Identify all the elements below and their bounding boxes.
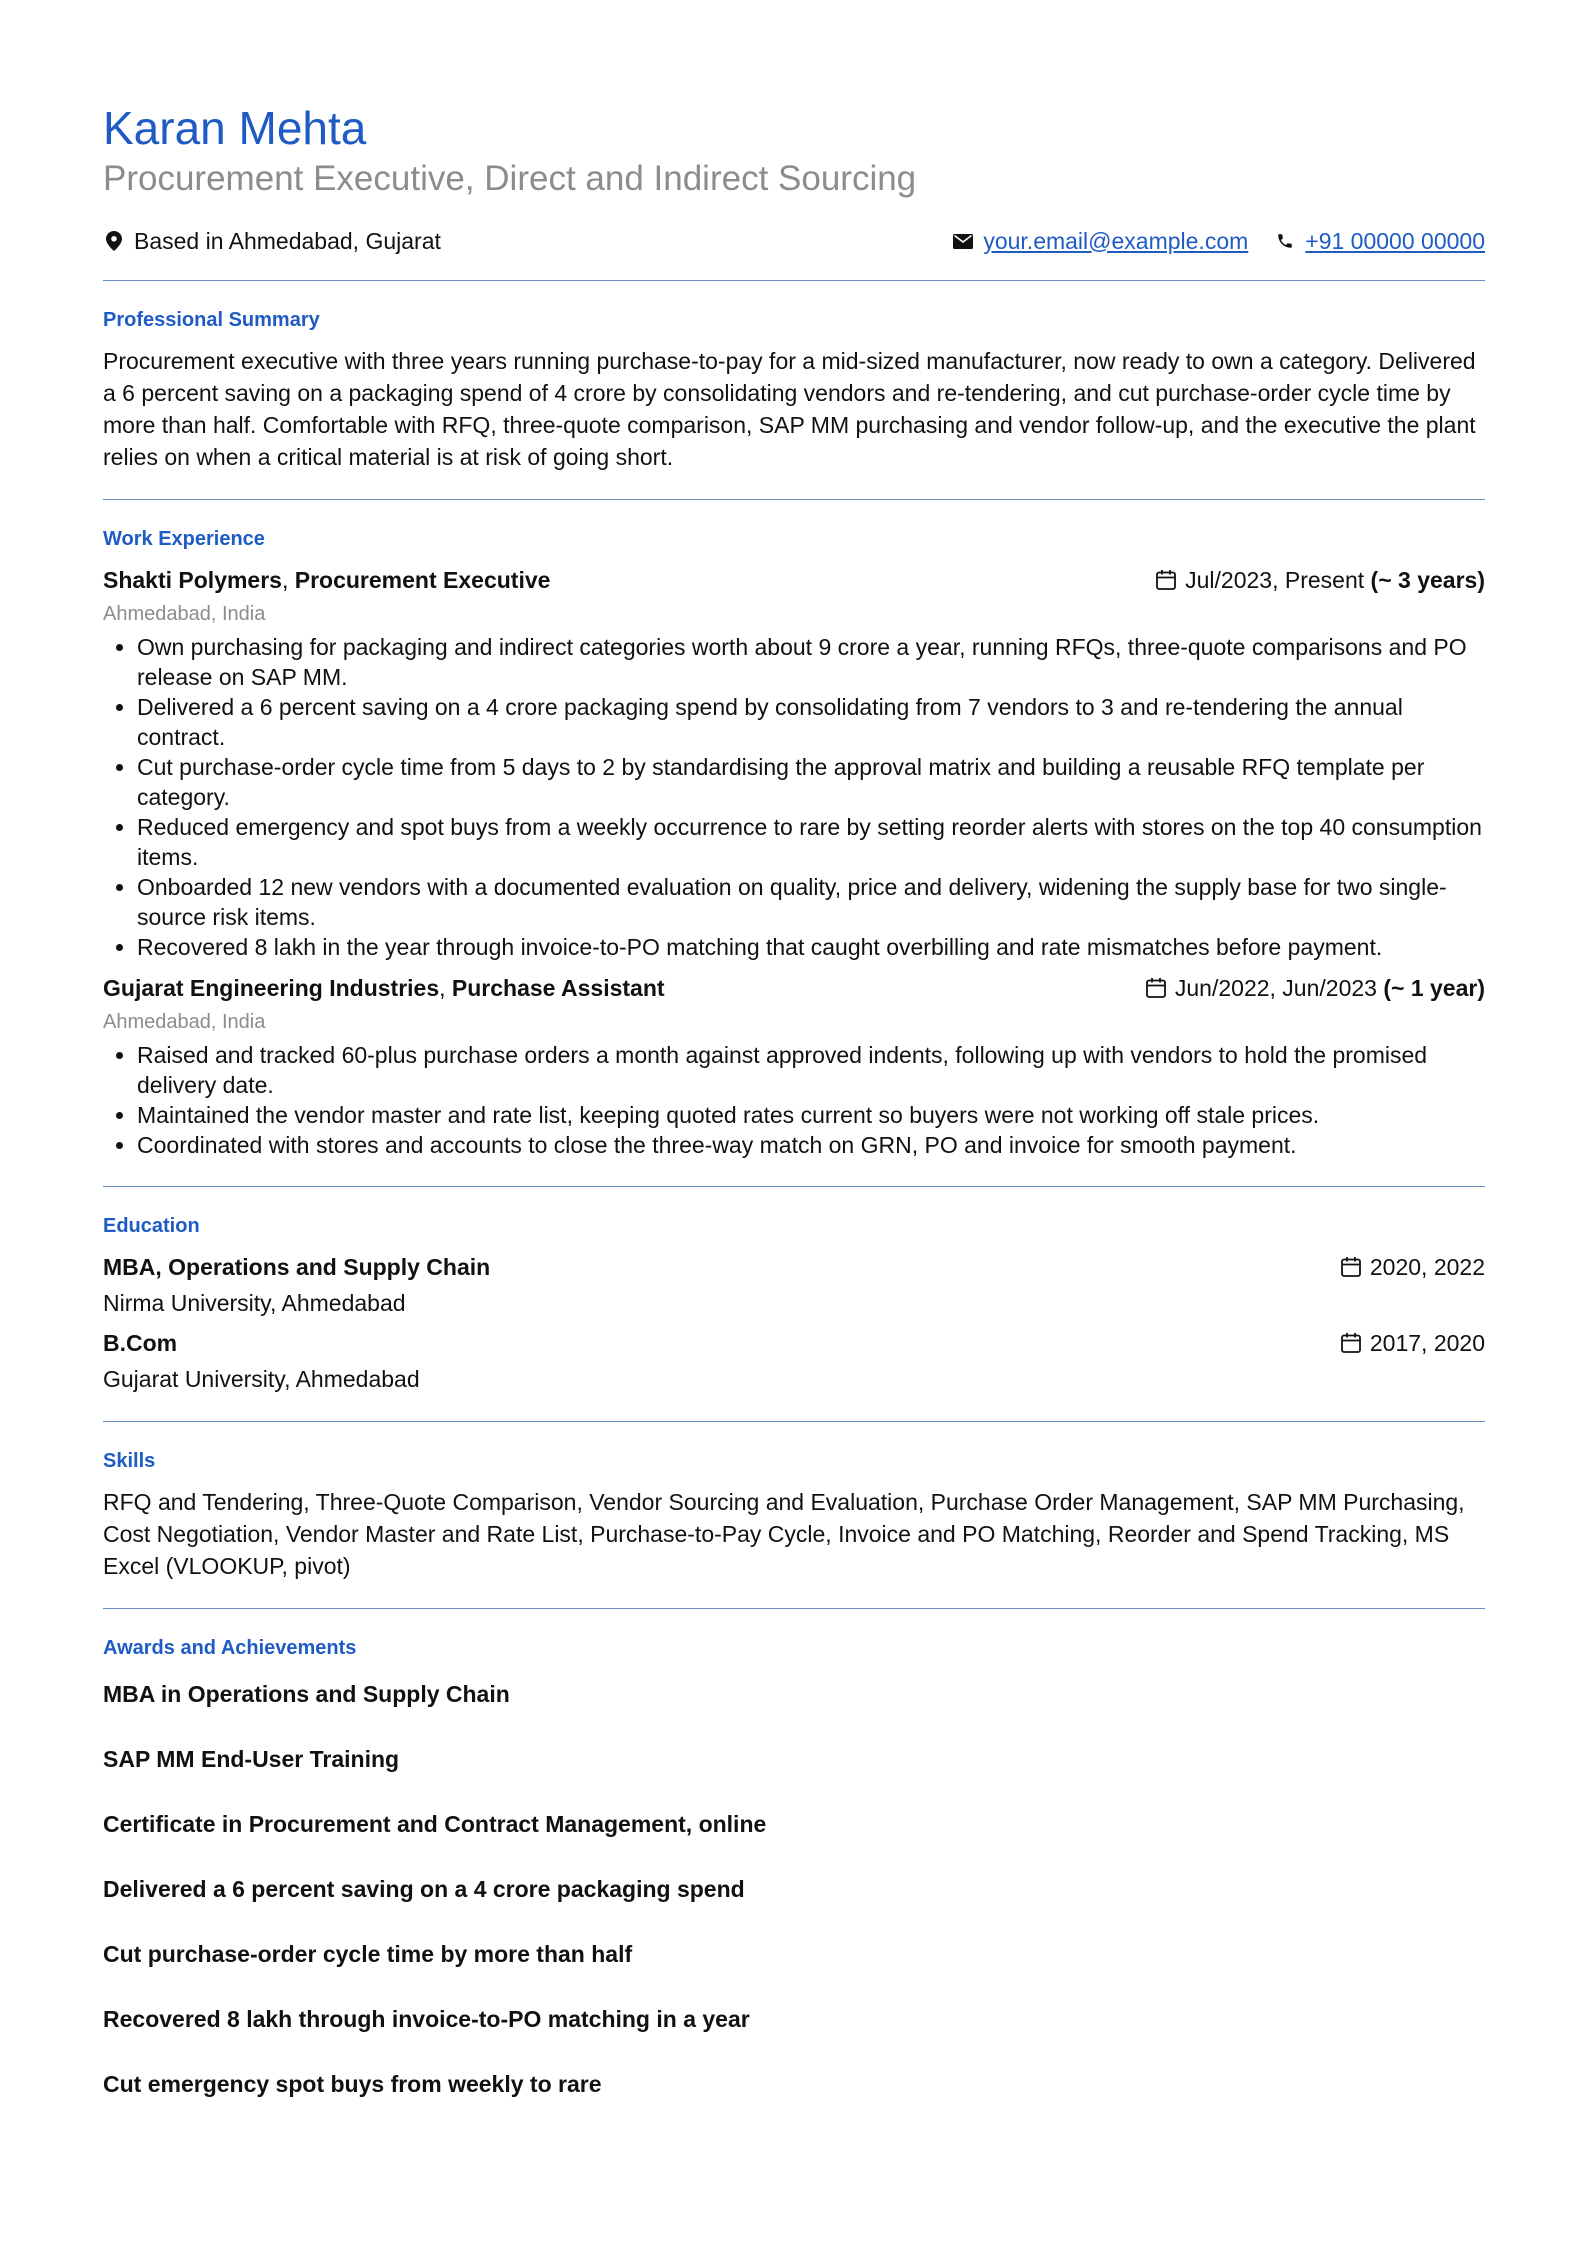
location-pin-icon xyxy=(103,230,125,252)
education-dates xyxy=(1340,1251,1485,1283)
calendar-icon xyxy=(1145,977,1167,999)
job-date-range: Jul/2023, Present xyxy=(1185,567,1365,593)
education-degree: MBA, Operations and Supply Chain xyxy=(103,1254,491,1280)
award-item: MBA in Operations and Supply Chain xyxy=(103,1681,510,1707)
envelope-icon xyxy=(952,230,974,252)
skills-text: RFQ and Tendering, Three-Quote Comparison, Vendor Sourcing and Evaluation, Purchase Order Management, SAP MM Purchasing, Cost Negotiation, Vendor Master and Rate List, Purchase-to-Pay Cycle, Invoice and PO Matching, Reorder and Spend Tracking, MS Excel (VLOOKUP, pivot) xyxy=(103,1489,1465,1579)
job-bullet: • Recovered 8 lakh in the year through invoice-to-PO matching that caught overbilling and rate mismatches before payment. xyxy=(137,932,1485,962)
summary-title: Professional Summary xyxy=(103,309,320,331)
education-entry xyxy=(103,1251,1485,1319)
education-entry xyxy=(103,1327,1485,1395)
job-bullet: • Raised and tracked 60-plus purchase orders a month against approved indents, following up with vendors to hold the promised delivery date. xyxy=(137,1040,1485,1100)
education-date-range: 2017, 2020 xyxy=(1369,1330,1485,1356)
awards-section xyxy=(103,1609,1485,2125)
location-text: Based in Ahmedabad, Gujarat xyxy=(134,227,441,254)
award-item: Cut purchase-order cycle time by more than half xyxy=(103,1941,633,1967)
calendar-icon xyxy=(1340,1332,1362,1354)
job-dates xyxy=(1145,972,1485,1004)
job-title: Shakti Polymers, Procurement Executive xyxy=(103,567,551,593)
job-bullet: • Maintained the vendor master and rate list, keeping quoted rates current so buyers were not working off stale prices. xyxy=(137,1100,1485,1130)
job-company: Gujarat Engineering Industries xyxy=(103,975,440,1001)
candidate-name: Karan Mehta xyxy=(103,102,367,154)
job-entry xyxy=(103,972,1485,1160)
award-item: Recovered 8 lakh through invoice-to-PO matching in a year xyxy=(103,2006,750,2032)
skills-section xyxy=(103,1422,1485,1608)
award-item: Certificate in Procurement and Contract Management, online xyxy=(103,1811,767,1837)
education-section xyxy=(103,1187,1485,1421)
job-bullet: • Coordinated with stores and accounts to close the three-way match on GRN, PO and invoice for smooth payment. xyxy=(137,1130,1485,1160)
award-item: Delivered a 6 percent saving on a 4 crore packaging spend xyxy=(103,1876,745,1902)
job-location: Ahmedabad, India xyxy=(103,1011,266,1033)
education-dates xyxy=(1340,1327,1485,1359)
award-item: Cut emergency spot buys from weekly to rare xyxy=(103,2071,602,2097)
job-header xyxy=(103,564,1485,596)
job-duration: (~ 1 year) xyxy=(1383,975,1485,1001)
job-bullet: • Own purchasing for packaging and indirect categories worth about 9 crore a year, running RFQs, three-quote comparisons and PO release on SAP MM. xyxy=(137,632,1485,692)
job-bullet: • Delivered a 6 percent saving on a 4 crore packaging spend by consolidating from 7 vendors to 3 and re-tendering the annual contract. xyxy=(137,692,1485,752)
awards-list xyxy=(103,1673,1485,2099)
contact-row xyxy=(103,226,1485,256)
calendar-icon xyxy=(1155,569,1177,591)
job-entry xyxy=(103,564,1485,962)
job-location: Ahmedabad, India xyxy=(103,603,266,625)
experience-title: Work Experience xyxy=(103,528,265,550)
calendar-icon xyxy=(1340,1256,1362,1278)
phone-link[interactable]: +91 00000 00000 xyxy=(1305,227,1485,254)
email-link[interactable]: your.email@example.com xyxy=(983,227,1249,254)
contact-left xyxy=(103,228,441,255)
job-bullets xyxy=(103,632,1485,962)
location-item xyxy=(103,228,441,255)
education-title: Education xyxy=(103,1215,200,1237)
education-school: Gujarat University, Ahmedabad xyxy=(103,1366,420,1392)
phone-icon xyxy=(1274,230,1296,252)
job-date-range: Jun/2022, Jun/2023 xyxy=(1174,975,1377,1001)
experience-section xyxy=(103,500,1485,1186)
summary-section xyxy=(103,281,1485,499)
job-bullet: • Reduced emergency and spot buys from a weekly occurrence to rare by setting reorder alerts with stores on the top 40 consumption items. xyxy=(137,812,1485,872)
education-date-range: 2020, 2022 xyxy=(1369,1254,1485,1280)
education-degree: B.Com xyxy=(103,1330,178,1356)
job-bullet: • Onboarded 12 new vendors with a documented evaluation on quality, price and delivery, widening the supply base for two single-source risk items. xyxy=(137,872,1485,932)
contact-right xyxy=(952,228,1485,255)
education-header xyxy=(103,1327,1485,1359)
summary-text: Procurement executive with three years running purchase-to-pay for a mid-sized manufacturer, now ready to own a category. Delivered a 6 percent saving on a packaging spend of 4 crore by consolidating vendors and re-tendering, and cut purchase-order cycle time by more than half. Comfortable with RFQ, three-quote comparison, SAP MM purchasing and vendor follow-up, and the executive the plant relies on when a critical material is at risk of going short. xyxy=(103,348,1476,470)
job-bullet: • Cut purchase-order cycle time from 5 days to 2 by standardising the approval matrix and building a reusable RFQ template per category. xyxy=(137,752,1485,812)
skills-title: Skills xyxy=(103,1450,156,1472)
job-title: Gujarat Engineering Industries, Purchase Assistant xyxy=(103,975,665,1001)
awards-title: Awards and Achievements xyxy=(103,1637,357,1659)
job-role: Purchase Assistant xyxy=(451,975,665,1001)
job-header xyxy=(103,972,1485,1004)
award-item: SAP MM End-User Training xyxy=(103,1746,400,1772)
education-header xyxy=(103,1251,1485,1283)
job-duration: (~ 3 years) xyxy=(1370,567,1485,593)
email-item[interactable] xyxy=(952,228,1248,255)
job-role: Procurement Executive xyxy=(294,567,551,593)
job-dates xyxy=(1155,564,1485,596)
candidate-headline: Procurement Executive, Direct and Indirect Sourcing xyxy=(103,159,917,198)
job-bullets xyxy=(103,1040,1485,1160)
education-school: Nirma University, Ahmedabad xyxy=(103,1290,406,1316)
job-company: Shakti Polymers xyxy=(103,567,282,593)
phone-item[interactable] xyxy=(1274,228,1485,255)
